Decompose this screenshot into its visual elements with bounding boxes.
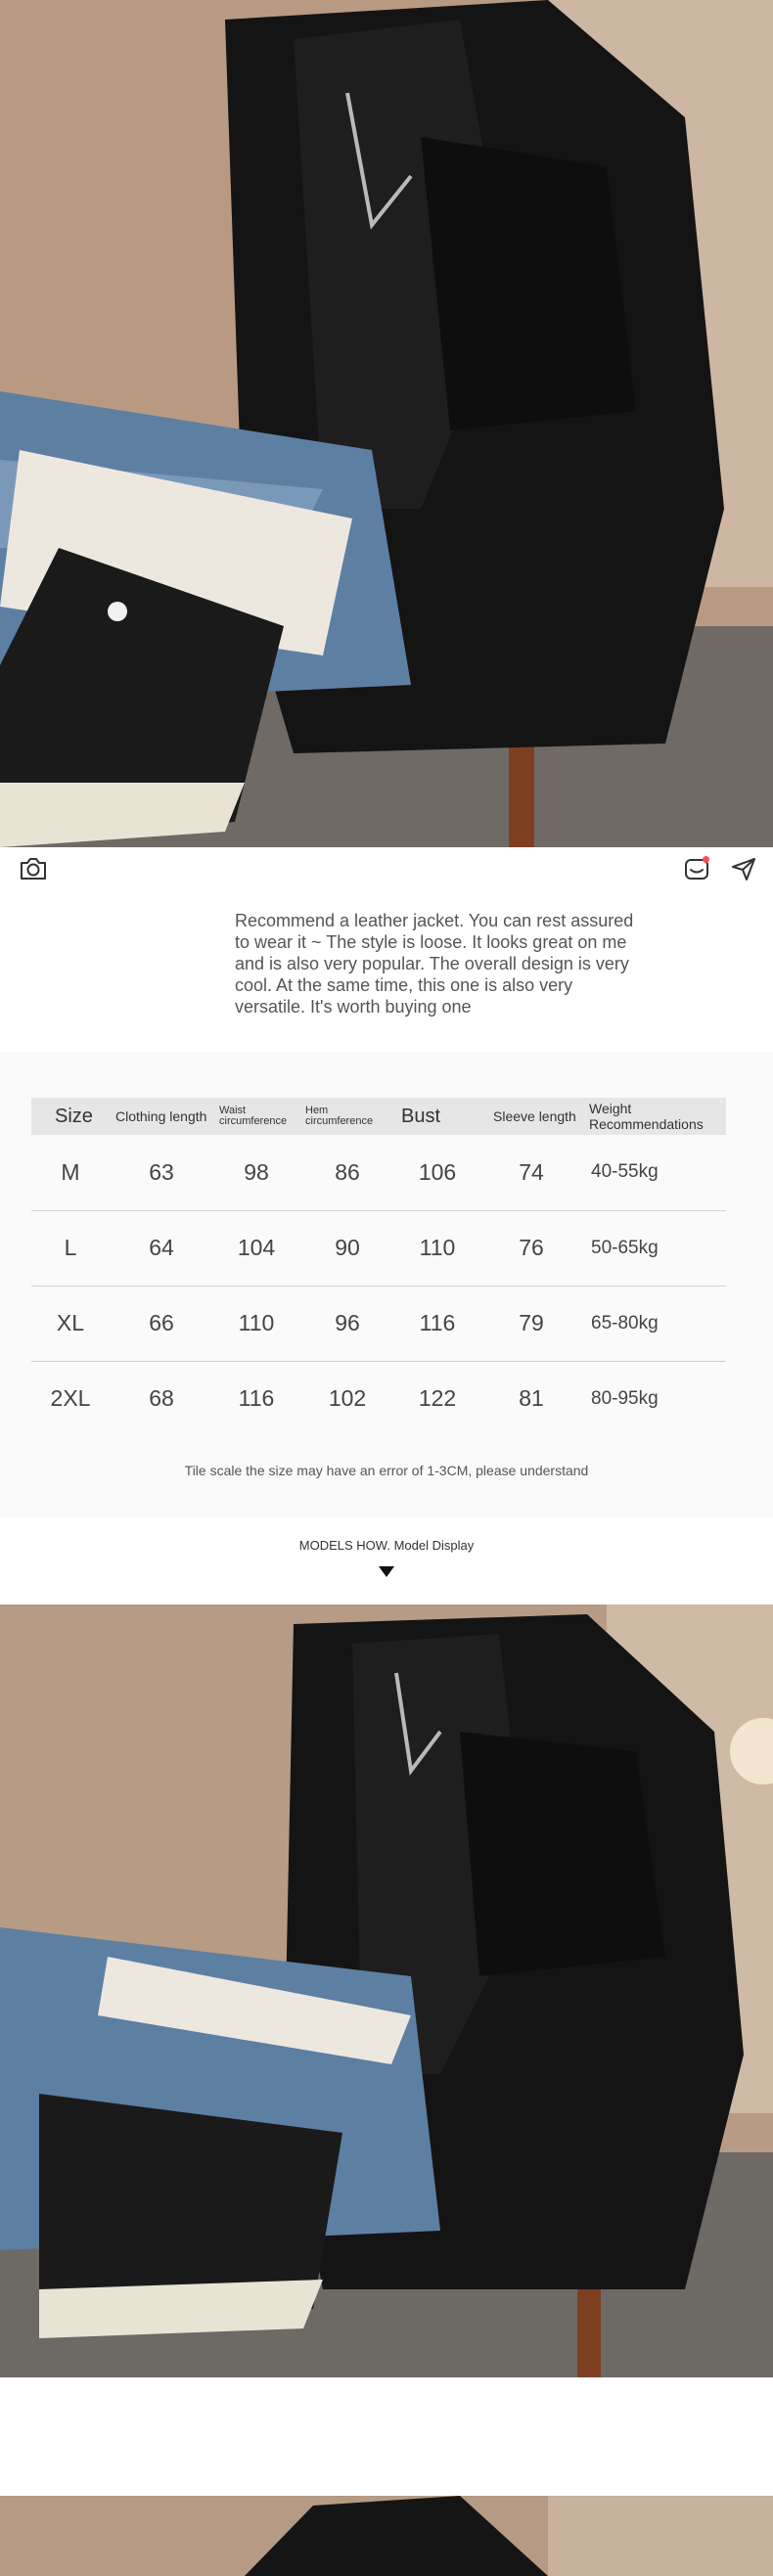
cell-hem: 86	[299, 1135, 395, 1210]
cell-clothing-length: 63	[110, 1135, 213, 1210]
cell-weight: 80-95kg	[591, 1387, 659, 1409]
table-row	[31, 1361, 726, 1436]
size-chart-panel	[0, 1052, 773, 1517]
cell-bust: 122	[418, 1385, 457, 1412]
photo-illustration	[0, 1604, 773, 2377]
camera-icon	[18, 853, 49, 884]
size-chart-header-row	[31, 1098, 726, 1135]
cell-waist: 116	[238, 1385, 275, 1412]
cell-size: XL	[31, 1286, 110, 1361]
size-error-note: Tile scale the size may have an error of 1-3CM, please understand	[184, 1463, 589, 1478]
cell-clothing-length: 66	[110, 1286, 213, 1361]
product-photo-model[interactable]	[0, 1604, 773, 2377]
header-hem: Hem circumference	[305, 1105, 374, 1127]
messages-button[interactable]	[679, 851, 714, 886]
photo-illustration	[0, 2496, 773, 2576]
table-row	[31, 1135, 726, 1210]
table-row	[31, 1286, 726, 1361]
cell-size: M	[31, 1135, 110, 1210]
header-waist: Waist circumference	[219, 1105, 288, 1127]
cell-size: L	[31, 1210, 110, 1286]
camera-button[interactable]	[16, 851, 51, 886]
header-sleeve-length: Sleeve length	[493, 1108, 576, 1124]
cell-size: 2XL	[50, 1385, 91, 1412]
models-caption: MODELS HOW. Model Display	[298, 1538, 475, 1553]
product-photo-top[interactable]	[0, 0, 773, 847]
cell-hem: 102	[328, 1385, 367, 1412]
down-arrow-icon	[379, 1566, 394, 1577]
cell-clothing-length: 68	[149, 1385, 174, 1412]
cell-weight: 65-80kg	[583, 1286, 726, 1361]
product-description: Recommend a leather jacket. You can rest assured to wear it ~ The style is loose. It looks great on me and is also very popular. The overall design is very cool. At the same time, this one is also very versatile. It's worth buying one	[235, 911, 634, 1017]
cell-sleeve-length: 79	[479, 1286, 583, 1361]
cell-waist: 104	[213, 1210, 299, 1286]
cell-bust: 110	[395, 1210, 479, 1286]
cell-weight: 40-55kg	[583, 1135, 726, 1210]
cell-waist: 98	[213, 1135, 299, 1210]
cell-waist: 110	[213, 1286, 299, 1361]
header-bust: Bust	[401, 1105, 441, 1127]
cell-sleeve-length: 74	[479, 1135, 583, 1210]
cell-sleeve-length: 81	[519, 1385, 544, 1412]
cell-clothing-length: 64	[110, 1210, 213, 1286]
cell-hem: 96	[299, 1286, 395, 1361]
share-icon	[729, 854, 758, 883]
cell-bust: 116	[395, 1286, 479, 1361]
cell-sleeve-length: 76	[479, 1210, 583, 1286]
table-row	[31, 1210, 726, 1286]
header-clothing-length: Clothing length	[115, 1108, 207, 1124]
cell-hem: 90	[299, 1210, 395, 1286]
size-chart-table	[31, 1098, 726, 1436]
product-photo-next[interactable]	[0, 2496, 773, 2576]
header-size: Size	[55, 1105, 93, 1127]
photo-illustration	[0, 0, 773, 847]
share-button[interactable]	[726, 851, 761, 886]
notification-dot	[703, 856, 709, 863]
cell-weight: 50-65kg	[583, 1210, 726, 1286]
cell-bust: 106	[395, 1135, 479, 1210]
image-action-bar	[0, 847, 773, 894]
header-weight: Weight Recommendations	[589, 1101, 704, 1132]
